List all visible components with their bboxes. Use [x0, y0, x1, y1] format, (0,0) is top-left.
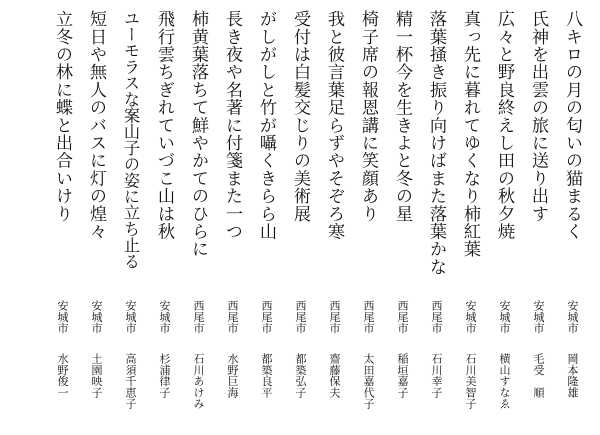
- author-name: 稲垣嘉子: [396, 353, 409, 398]
- haiku-text: 立冬の林に蝶と出合いけり: [52, 10, 72, 223]
- haiku-text: がしがしと竹が囁くきらら山: [256, 10, 276, 241]
- author-name: 岡本隆雄: [566, 353, 579, 398]
- author-name: 水野俊一: [56, 353, 69, 398]
- author-name: 土園映子: [90, 353, 103, 398]
- author-city: 西尾市: [294, 300, 307, 334]
- haiku-entry: [215, 10, 249, 430]
- haiku-entry: [419, 10, 453, 430]
- author-city: 安城市: [90, 300, 103, 334]
- author-city: 西尾市: [226, 300, 239, 334]
- haiku-entry: [555, 10, 589, 430]
- haiku-text: 精一杯今を生きよと冬の星: [392, 10, 412, 223]
- author-city: 安城市: [566, 300, 579, 334]
- haiku-entry: [521, 10, 555, 430]
- author-name: 杉浦律子: [158, 353, 171, 398]
- author-city: 安城市: [498, 300, 511, 334]
- haiku-entry: [79, 10, 113, 430]
- author-city: 西尾市: [362, 300, 375, 334]
- haiku-entry: [283, 10, 317, 430]
- haiku-entry: [113, 10, 147, 430]
- author-name: 横山すなゑ: [498, 353, 511, 409]
- author-city: 西尾市: [260, 300, 273, 334]
- haiku-text: 長き夜や名著に付箋また一つ: [222, 10, 242, 241]
- author-city: 西尾市: [430, 300, 443, 334]
- haiku-text: 飛行雲ちぎれていづこ山は秋: [154, 10, 174, 241]
- haiku-entry: [249, 10, 283, 430]
- haiku-entry: [487, 10, 521, 430]
- haiku-text: 落葉掻き振り向けばまた落葉かな: [426, 10, 446, 276]
- haiku-text: 椅子席の報恩講に笑顔あり: [358, 10, 378, 223]
- author-name: 太田嘉代子: [362, 353, 375, 409]
- haiku-text: 真っ先に暮れてゆくなり柿紅葉: [460, 10, 480, 258]
- haiku-entry: [453, 10, 487, 430]
- haiku-text: 広々と野良終えし田の秋夕焼: [494, 10, 514, 241]
- author-name: 都築弘子: [294, 353, 307, 398]
- author-city: 西尾市: [328, 300, 341, 334]
- haiku-text: 八キロの月の匂いの猫まるく: [562, 10, 582, 241]
- author-city: 安城市: [532, 300, 545, 334]
- haiku-entry: [45, 10, 79, 430]
- haiku-entry: [147, 10, 181, 430]
- haiku-text: 短日や無人のバスに灯の煌々: [86, 10, 106, 241]
- author-name: 都築良平: [260, 353, 273, 398]
- haiku-text: 受付は白髪交じりの美術展: [290, 10, 310, 223]
- author-city: 安城市: [158, 300, 171, 334]
- haiku-entry: [181, 10, 215, 430]
- author-name: 齋藤保夫: [328, 353, 341, 398]
- author-city: 西尾市: [396, 300, 409, 334]
- author-city: 西尾市: [192, 300, 205, 334]
- author-name: 高須千恵子: [124, 353, 137, 409]
- haiku-text: 我と彼言葉足らずやそぞろ寒: [324, 10, 344, 241]
- haiku-entry: [385, 10, 419, 430]
- author-name: 石川美智子: [464, 353, 477, 409]
- author-name: 水野巨海: [226, 353, 239, 398]
- author-name: 毛受 順: [532, 353, 545, 398]
- haiku-text: ユーモラスな案山子の姿に立ち止る: [121, 10, 140, 270]
- author-city: 安城市: [464, 300, 477, 334]
- author-name: 石川あけみ: [192, 353, 205, 409]
- haiku-entry: [351, 10, 385, 430]
- author-city: 安城市: [56, 300, 69, 334]
- author-name: 石川幸子: [430, 353, 443, 398]
- haiku-text: 柿黄葉落ちて鮮やかてのひらに: [188, 10, 208, 258]
- haiku-text: 氏神を出雲の旅に送り出す: [528, 10, 548, 223]
- author-city: 安城市: [124, 300, 137, 334]
- haiku-entry: [317, 10, 351, 430]
